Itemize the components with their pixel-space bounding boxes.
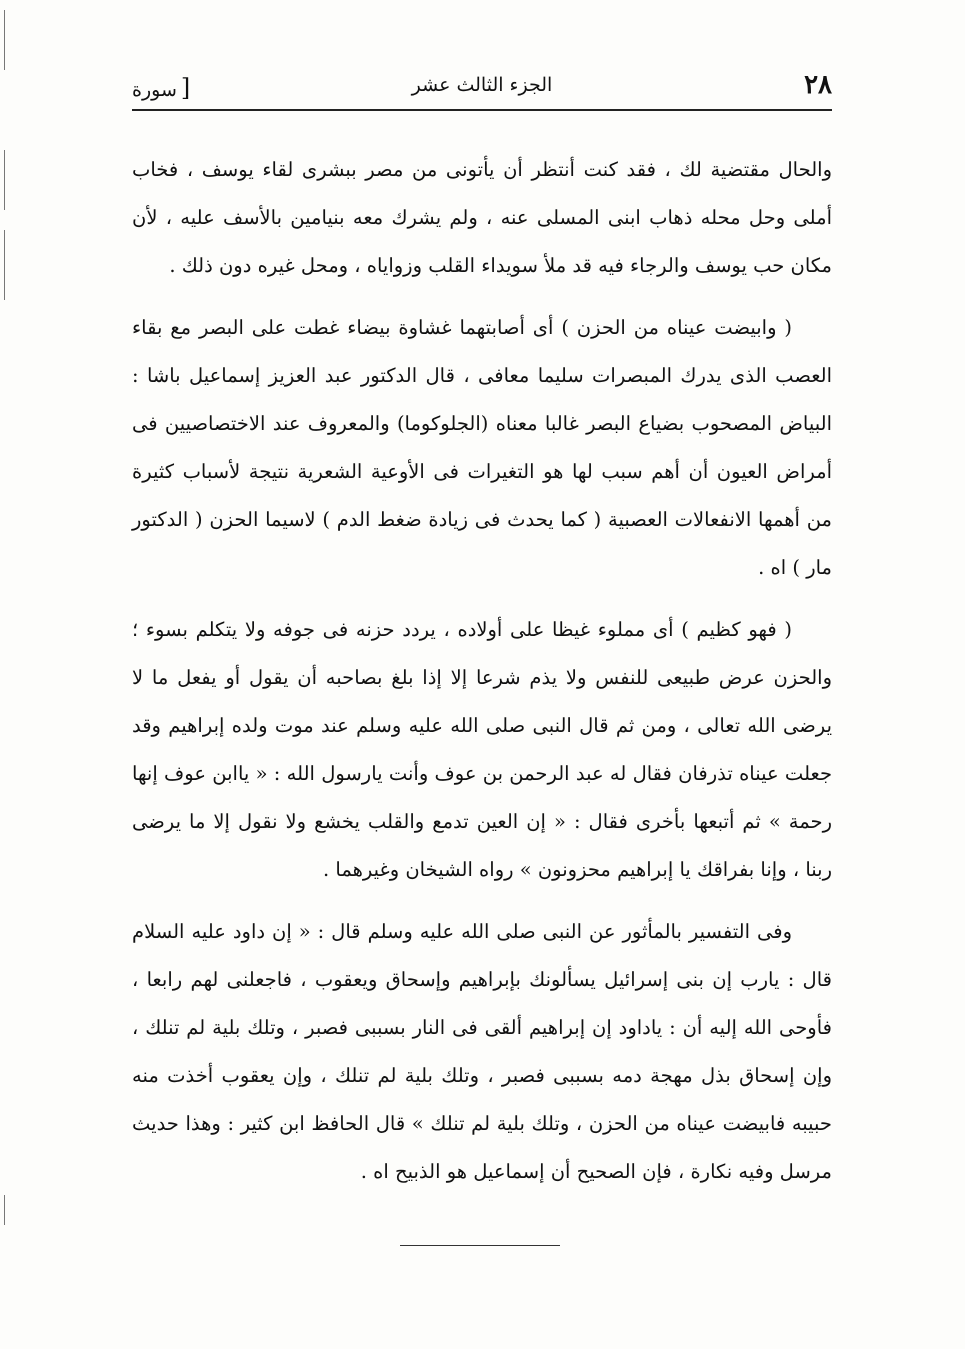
scan-edge-artifact [4,10,5,70]
footer-rule [400,1245,560,1246]
running-title: الجزء الثالث عشر [411,74,553,96]
page-number: ٢٨ [804,70,832,100]
scan-edge-artifact [4,1195,5,1225]
page-header [132,70,832,106]
scan-edge-artifact [4,150,5,210]
paragraph: وفى التفسير بالمأثور عن النبى صلى الله عليه وسلم قال : « إن داود عليه السلام قال : يارب إن بنى إسرائيل يسألونك بإبراهيم وإسحاق ويعقوب ، فاجعلنى لهم رابعا ، فأوحى الله إليه أن : ياداود إن إبراهيم ألقى فى النار بسببى فصبر ، وتلك بلية لم تنلك ، وإن إسحاق بذل مهجة دمه بسببى فصبر ، وتلك بلية لم تنلك ، وإن يعقوب أخذت منه حبيبه فابيضت عيناه من الحزن ، وتلك بلية لم تنلك » قال الحافظ ابن كثير : وهذا حديث مرسل وفيه نكارة ، فإن الصحيح أن إسماعيل هو الذبيح اه . [132,920,832,1183]
bracket-glyph: [ [180,74,191,102]
body-text [132,146,832,1210]
surah-label-text: سورة [132,79,177,101]
paragraph: والحال مقتضية لك ، فقد كنت أنتظر أن يأتونى من مصر ببشرى لقاء يوسف ، فخاب أملى وحل محله ذهاب ابنى المسلى عنه ، ولم يشرك معه بنيامين بالأسف عليه ، لأن مكان حب يوسف والرجاء فيه قد ملأ سويداء القلب وزواياه ، ومحل غيره دون ذلك . [132,158,832,277]
header-rule [132,109,832,111]
paragraph: ( فهو كظيم ) أى مملوء غيظا على أولاده ، يردد حزنه فى جوفه ولا يتكلم بسوء ؛ والحزن عرض طبيعى للنفس ولا يذم شرعا إلا إذا بلغ بصاحبه أن يقول أو يفعل ما لا يرضى الله تعالى ، ومن ثم قال النبى صلى الله عليه وسلم عند موت ولده إبراهيم وقد جعلت عيناه تذرفان فقال له عبد الرحمن بن عوف وأنت يارسول الله : « ياابن عوف إنها رحمة » ثم أتبعها بأخرى فقال : « إن العين تدمع والقلب يخشع ولا نقول إلا ما يرضى ربنا ، وإنا بفراقك يا إبراهيم محزونون » رواه الشيخان وغيرهما . [132,618,832,881]
surah-label [132,74,190,102]
scan-edge-artifact [4,230,5,300]
paragraph: ( وابيضت عيناه من الحزن ) أى أصابتهما غشاوة بيضاء غطت على البصر مع بقاء العصب الذى يدرك المبصرات سليما معافى ، قال الدكتور عبد العزيز إسماعيل باشا : البياض المصحوب بضياع البصر غالبا معناه (الجلوكوما) والمعروف عند الاختصاصيين فى أمراض العيون أن أهم سبب لها هو التغيرات فى الأوعية الشعرية نتيجة لأسباب كثيرة من أهمها الانفعالات العصبية ( كما يحدث فى زيادة ضغط الدم ) لاسيما الحزن ( الدكتور مار ) اه . [132,316,832,579]
